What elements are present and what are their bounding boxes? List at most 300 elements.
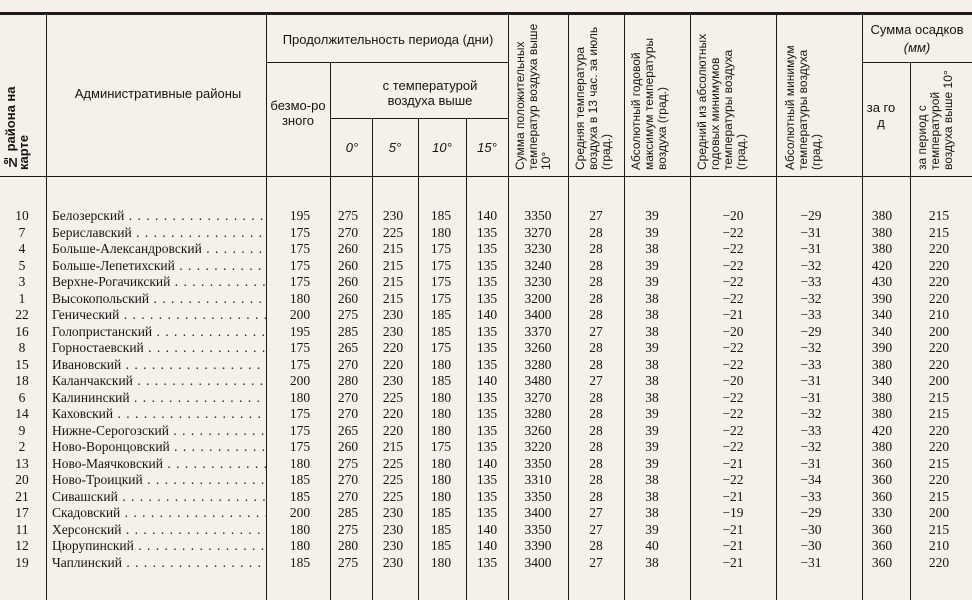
abs-min-temp: −31	[800, 241, 822, 256]
table-row	[0, 505, 972, 522]
district-name: Ивановский . . .	[52, 357, 266, 373]
days-above-0: 275	[337, 455, 359, 471]
days-above-15: 140	[476, 373, 498, 388]
days-above-0: 260	[337, 241, 359, 256]
days-above-0: 265	[337, 340, 359, 355]
sum-positive-temps: 3370	[524, 323, 552, 339]
table-row	[0, 208, 972, 225]
mean-abs-min-temp: −21	[722, 521, 744, 537]
days-above-15: 135	[476, 290, 498, 306]
precip-year: 360	[871, 538, 893, 553]
july-temp: 28	[589, 224, 603, 240]
abs-max-temp: 38	[645, 290, 659, 306]
mean-abs-min-temp: −22	[722, 472, 744, 487]
frost-free-days: 175	[289, 224, 311, 240]
district-number: 15	[15, 356, 29, 372]
table-row	[0, 357, 972, 374]
mean-abs-min-temp: −21	[722, 307, 744, 322]
days-above-0: 285	[337, 505, 359, 520]
table-row	[0, 555, 972, 572]
district-name: Ново-Троицкий . . .	[52, 472, 266, 488]
header-t5: 5°	[388, 140, 402, 155]
precip-year: 340	[871, 373, 893, 388]
district-number: 22	[15, 307, 29, 322]
days-above-15: 135	[476, 340, 498, 355]
july-temp: 28	[589, 241, 603, 256]
table-row	[0, 489, 972, 506]
mean-abs-min-temp: −21	[722, 538, 744, 553]
days-above-10: 180	[430, 356, 452, 372]
precip-year: 330	[871, 505, 893, 520]
days-above-15: 135	[476, 323, 498, 339]
days-above-10: 175	[430, 439, 452, 454]
abs-max-temp: 39	[645, 208, 659, 223]
days-above-5: 215	[382, 241, 404, 256]
district-number: 18	[15, 373, 29, 388]
district-number: 10	[15, 208, 29, 223]
precip-year: 340	[871, 307, 893, 322]
mean-abs-min-temp: −22	[722, 274, 744, 289]
frost-free-days: 180	[289, 521, 311, 537]
abs-min-temp: −32	[800, 439, 822, 454]
precip-warm-period: 220	[928, 274, 950, 289]
frost-free-days: 180	[289, 538, 311, 553]
days-above-0: 260	[337, 274, 359, 289]
district-number: 7	[18, 224, 26, 240]
frost-free-days: 175	[289, 356, 311, 372]
mean-abs-min-temp: −22	[722, 356, 744, 372]
days-above-0: 280	[337, 373, 359, 388]
table-top-rule	[0, 12, 972, 15]
days-above-0: 270	[337, 488, 359, 504]
precip-warm-period: 215	[928, 521, 950, 537]
header-mean-min: Средний из абсолютных годовых минимумов температуры воздуха (град.)	[695, 33, 748, 170]
sum-positive-temps: 3240	[524, 257, 552, 273]
mean-abs-min-temp: −20	[722, 208, 744, 223]
days-above-5: 230	[382, 505, 404, 520]
abs-min-temp: −30	[800, 521, 822, 537]
frost-free-days: 200	[289, 307, 311, 322]
precip-year: 380	[871, 356, 893, 372]
abs-max-temp: 40	[645, 538, 659, 553]
days-above-10: 175	[430, 274, 452, 289]
district-number: 6	[18, 389, 26, 405]
days-above-15: 135	[476, 257, 498, 273]
mean-abs-min-temp: −21	[722, 488, 744, 504]
days-above-5: 215	[382, 290, 404, 306]
july-temp: 27	[589, 208, 603, 223]
table-row	[0, 373, 972, 390]
abs-min-temp: −29	[800, 208, 822, 223]
days-above-10: 180	[430, 406, 452, 421]
days-above-15: 140	[476, 521, 498, 537]
precip-warm-period: 210	[928, 307, 950, 322]
sum-positive-temps: 3270	[524, 389, 552, 405]
days-above-10: 185	[430, 307, 452, 322]
days-above-10: 180	[430, 389, 452, 405]
days-above-15: 135	[476, 422, 498, 438]
district-number: 3	[18, 274, 26, 289]
district-name: Скадовский . . .	[52, 505, 266, 521]
district-name: Высокопольский . . .	[52, 291, 266, 307]
precip-warm-period: 220	[928, 554, 950, 570]
days-above-5: 230	[382, 554, 404, 570]
abs-max-temp: 38	[645, 356, 659, 372]
days-above-10: 180	[430, 554, 452, 570]
days-above-10: 185	[430, 521, 452, 537]
days-above-15: 135	[476, 554, 498, 570]
frost-free-days: 175	[289, 406, 311, 421]
precip-warm-period: 220	[928, 422, 950, 438]
header-abs-min: Абсолютный минимум температуры воздуха (град.)	[783, 45, 823, 170]
abs-max-temp: 38	[645, 323, 659, 339]
days-above-15: 135	[476, 274, 498, 289]
days-above-5: 225	[382, 472, 404, 487]
days-above-15: 135	[476, 406, 498, 421]
days-above-15: 140	[476, 538, 498, 553]
precip-warm-period: 215	[928, 455, 950, 471]
frost-free-days: 180	[289, 389, 311, 405]
table-row	[0, 522, 972, 539]
days-above-5: 215	[382, 439, 404, 454]
mean-abs-min-temp: −20	[722, 373, 744, 388]
days-above-5: 230	[382, 307, 404, 322]
days-above-0: 280	[337, 538, 359, 553]
days-above-5: 230	[382, 208, 404, 223]
days-above-5: 220	[382, 340, 404, 355]
days-above-10: 175	[430, 257, 452, 273]
july-temp: 27	[589, 323, 603, 339]
frost-free-days: 200	[289, 373, 311, 388]
mean-abs-min-temp: −22	[722, 290, 744, 306]
header-districts: Административные районы	[74, 86, 242, 101]
sum-positive-temps: 3400	[524, 307, 552, 322]
table-row	[0, 307, 972, 324]
days-above-0: 275	[337, 208, 359, 223]
abs-min-temp: −33	[800, 307, 822, 322]
header-precip-group: Сумма осадков	[870, 22, 964, 37]
header-july-temp: Средняя температура воздуха в 13 час. за июль (град.)	[573, 26, 613, 170]
precip-year: 420	[871, 422, 893, 438]
district-name: Калининский . . .	[52, 390, 266, 406]
precip-year: 340	[871, 323, 893, 339]
days-above-10: 185	[430, 208, 452, 223]
days-above-15: 135	[476, 224, 498, 240]
abs-max-temp: 39	[645, 224, 659, 240]
days-above-5: 220	[382, 406, 404, 421]
days-above-0: 260	[337, 439, 359, 454]
july-temp: 28	[589, 356, 603, 372]
precip-warm-period: 215	[928, 224, 950, 240]
frost-free-days: 185	[289, 472, 311, 487]
precip-year: 430	[871, 274, 893, 289]
header-district-number: № района на карте	[3, 86, 31, 170]
days-above-0: 285	[337, 323, 359, 339]
days-above-0: 270	[337, 472, 359, 487]
abs-min-temp: −30	[800, 538, 822, 553]
district-number: 17	[15, 505, 29, 520]
sum-positive-temps: 3480	[524, 373, 552, 388]
mean-abs-min-temp: −22	[722, 422, 744, 438]
mean-abs-min-temp: −22	[722, 224, 744, 240]
frost-free-days: 185	[289, 554, 311, 570]
temp-subgroup-rule	[330, 118, 508, 119]
abs-min-temp: −29	[800, 505, 822, 520]
days-above-10: 175	[430, 290, 452, 306]
days-above-10: 185	[430, 323, 452, 339]
days-above-0: 260	[337, 290, 359, 306]
sum-positive-temps: 3400	[524, 505, 552, 520]
days-above-10: 180	[430, 472, 452, 487]
frost-free-days: 175	[289, 422, 311, 438]
district-name: Больше-Лепетихский . . .	[52, 258, 266, 274]
abs-min-temp: −31	[800, 224, 822, 240]
days-above-5: 220	[382, 356, 404, 372]
abs-max-temp: 39	[645, 406, 659, 421]
district-name: Белозерский . . .	[52, 208, 266, 224]
precip-warm-period: 210	[928, 538, 950, 553]
days-above-5: 215	[382, 257, 404, 273]
sum-positive-temps: 3350	[524, 208, 552, 223]
precip-warm-period: 220	[928, 241, 950, 256]
abs-min-temp: −31	[800, 373, 822, 388]
district-number: 14	[15, 406, 29, 421]
precip-warm-period: 215	[928, 406, 950, 421]
days-above-10: 180	[430, 422, 452, 438]
frost-free-days: 175	[289, 241, 311, 256]
frost-free-days: 180	[289, 455, 311, 471]
frost-free-days: 180	[289, 290, 311, 306]
district-name: Каланчакский . . .	[52, 373, 266, 389]
district-name: Ново-Воронцовский . . .	[52, 439, 266, 455]
header-period-group: Продолжительность периода (дни)	[282, 32, 494, 47]
precip-group-rule	[862, 62, 972, 63]
days-above-5: 215	[382, 274, 404, 289]
days-above-0: 260	[337, 257, 359, 273]
frost-free-days: 185	[289, 488, 311, 504]
days-above-5: 230	[382, 538, 404, 553]
days-above-5: 225	[382, 389, 404, 405]
district-name: Бериславский . . .	[52, 225, 266, 241]
july-temp: 28	[589, 274, 603, 289]
sum-positive-temps: 3350	[524, 455, 552, 471]
mean-abs-min-temp: −20	[722, 323, 744, 339]
sum-positive-temps: 3350	[524, 488, 552, 504]
abs-max-temp: 39	[645, 521, 659, 537]
abs-max-temp: 39	[645, 422, 659, 438]
precip-warm-period: 220	[928, 356, 950, 372]
abs-max-temp: 38	[645, 241, 659, 256]
precip-warm-period: 220	[928, 257, 950, 273]
days-above-0: 275	[337, 307, 359, 322]
mean-abs-min-temp: −19	[722, 505, 744, 520]
july-temp: 28	[589, 455, 603, 471]
days-above-10: 185	[430, 505, 452, 520]
days-above-5: 230	[382, 521, 404, 537]
district-number: 5	[18, 257, 26, 273]
frost-free-days: 175	[289, 439, 311, 454]
abs-max-temp: 38	[645, 505, 659, 520]
district-number: 19	[15, 554, 29, 570]
sum-positive-temps: 3280	[524, 406, 552, 421]
days-above-10: 185	[430, 538, 452, 553]
frost-free-days: 175	[289, 257, 311, 273]
july-temp: 28	[589, 257, 603, 273]
frost-free-days: 175	[289, 340, 311, 355]
mean-abs-min-temp: −21	[722, 455, 744, 471]
abs-max-temp: 39	[645, 257, 659, 273]
precip-year: 360	[871, 488, 893, 504]
days-above-5: 230	[382, 323, 404, 339]
district-number: 8	[18, 340, 26, 355]
july-temp: 28	[589, 340, 603, 355]
days-above-15: 135	[476, 472, 498, 487]
days-above-15: 135	[476, 241, 498, 256]
days-above-0: 270	[337, 406, 359, 421]
header-abs-max: Абсолютный годовой максимум температуры воздуха (град.)	[629, 37, 669, 170]
days-above-10: 180	[430, 224, 452, 240]
mean-abs-min-temp: −22	[722, 439, 744, 454]
table-row	[0, 423, 972, 440]
days-above-10: 180	[430, 455, 452, 471]
abs-max-temp: 38	[645, 554, 659, 570]
abs-max-temp: 38	[645, 389, 659, 405]
abs-max-temp: 38	[645, 488, 659, 504]
table-row	[0, 241, 972, 258]
frost-free-days: 195	[289, 323, 311, 339]
header-sum-positive: Сумма положительных температур воздуха выше 10°	[513, 23, 553, 170]
sum-positive-temps: 3230	[524, 274, 552, 289]
sum-positive-temps: 3390	[524, 538, 552, 553]
table-body	[0, 208, 972, 571]
district-name: Цюрупинский . . .	[52, 538, 266, 554]
header-temp-above: с температурой воздуха выше	[382, 78, 478, 108]
district-name: Сивашский . . .	[52, 489, 266, 505]
district-name: Ново-Маячковский . . .	[52, 456, 266, 472]
precip-year: 380	[871, 241, 893, 256]
abs-min-temp: −34	[800, 472, 822, 487]
sum-positive-temps: 3260	[524, 340, 552, 355]
mean-abs-min-temp: −22	[722, 389, 744, 405]
precip-year: 360	[871, 521, 893, 537]
july-temp: 28	[589, 290, 603, 306]
days-above-15: 140	[476, 307, 498, 322]
sum-positive-temps: 3200	[524, 290, 552, 306]
sum-positive-temps: 3270	[524, 224, 552, 240]
table-row	[0, 258, 972, 275]
precip-warm-period: 220	[928, 290, 950, 306]
abs-min-temp: −32	[800, 406, 822, 421]
table-row	[0, 472, 972, 489]
precip-warm-period: 215	[928, 208, 950, 223]
days-above-10: 175	[430, 241, 452, 256]
july-temp: 27	[589, 505, 603, 520]
period-group-rule	[266, 62, 508, 63]
district-number: 4	[18, 241, 26, 256]
sum-positive-temps: 3220	[524, 439, 552, 454]
abs-min-temp: −31	[800, 455, 822, 471]
days-above-5: 225	[382, 224, 404, 240]
district-name: Голопристанский . . .	[52, 324, 266, 340]
days-above-10: 180	[430, 488, 452, 504]
district-number: 13	[15, 455, 29, 471]
precip-warm-period: 220	[928, 340, 950, 355]
district-name: Херсонский . . .	[52, 522, 266, 538]
july-temp: 27	[589, 373, 603, 388]
sum-positive-temps: 3260	[524, 422, 552, 438]
july-temp: 28	[589, 406, 603, 421]
sum-positive-temps: 3230	[524, 241, 552, 256]
days-above-0: 270	[337, 356, 359, 372]
precip-warm-period: 220	[928, 439, 950, 454]
july-temp: 28	[589, 422, 603, 438]
precip-year: 390	[871, 290, 893, 306]
july-temp: 28	[589, 538, 603, 553]
abs-max-temp: 38	[645, 373, 659, 388]
abs-min-temp: −29	[800, 323, 822, 339]
abs-min-temp: −33	[800, 488, 822, 504]
sum-positive-temps: 3310	[524, 472, 552, 487]
table-row	[0, 225, 972, 242]
july-temp: 27	[589, 554, 603, 570]
header-t15: 15°	[477, 140, 497, 155]
mean-abs-min-temp: −22	[722, 406, 744, 421]
precip-year: 380	[871, 439, 893, 454]
days-above-10: 185	[430, 373, 452, 388]
mean-abs-min-temp: −22	[722, 340, 744, 355]
precip-year: 380	[871, 208, 893, 223]
days-above-15: 135	[476, 488, 498, 504]
days-above-15: 135	[476, 356, 498, 372]
abs-min-temp: −33	[800, 422, 822, 438]
sum-positive-temps: 3400	[524, 554, 552, 570]
table-row	[0, 390, 972, 407]
july-temp: 28	[589, 488, 603, 504]
july-temp: 28	[589, 389, 603, 405]
table-row	[0, 324, 972, 341]
precip-year: 380	[871, 406, 893, 421]
table-row	[0, 274, 972, 291]
precip-year: 390	[871, 340, 893, 355]
district-number: 12	[15, 538, 29, 553]
precip-year: 360	[871, 554, 893, 570]
days-above-15: 140	[476, 455, 498, 471]
precip-year: 420	[871, 257, 893, 273]
days-above-0: 275	[337, 554, 359, 570]
abs-max-temp: 38	[645, 307, 659, 322]
precip-warm-period: 215	[928, 488, 950, 504]
days-above-5: 220	[382, 422, 404, 438]
abs-min-temp: −32	[800, 290, 822, 306]
days-above-0: 270	[337, 224, 359, 240]
district-number: 2	[18, 439, 26, 454]
table-row	[0, 456, 972, 473]
header-t10: 10°	[432, 140, 452, 155]
days-above-5: 225	[382, 455, 404, 471]
precip-warm-period: 200	[928, 505, 950, 520]
days-above-15: 140	[476, 208, 498, 223]
precip-warm-period: 200	[928, 373, 950, 388]
district-number: 9	[18, 422, 26, 438]
july-temp: 27	[589, 521, 603, 537]
district-name: Каховский . . .	[52, 406, 266, 422]
days-above-0: 275	[337, 521, 359, 537]
abs-min-temp: −32	[800, 257, 822, 273]
abs-min-temp: −33	[800, 356, 822, 372]
sum-positive-temps: 3350	[524, 521, 552, 537]
header-precip-year: за год	[866, 100, 896, 130]
abs-max-temp: 39	[645, 439, 659, 454]
